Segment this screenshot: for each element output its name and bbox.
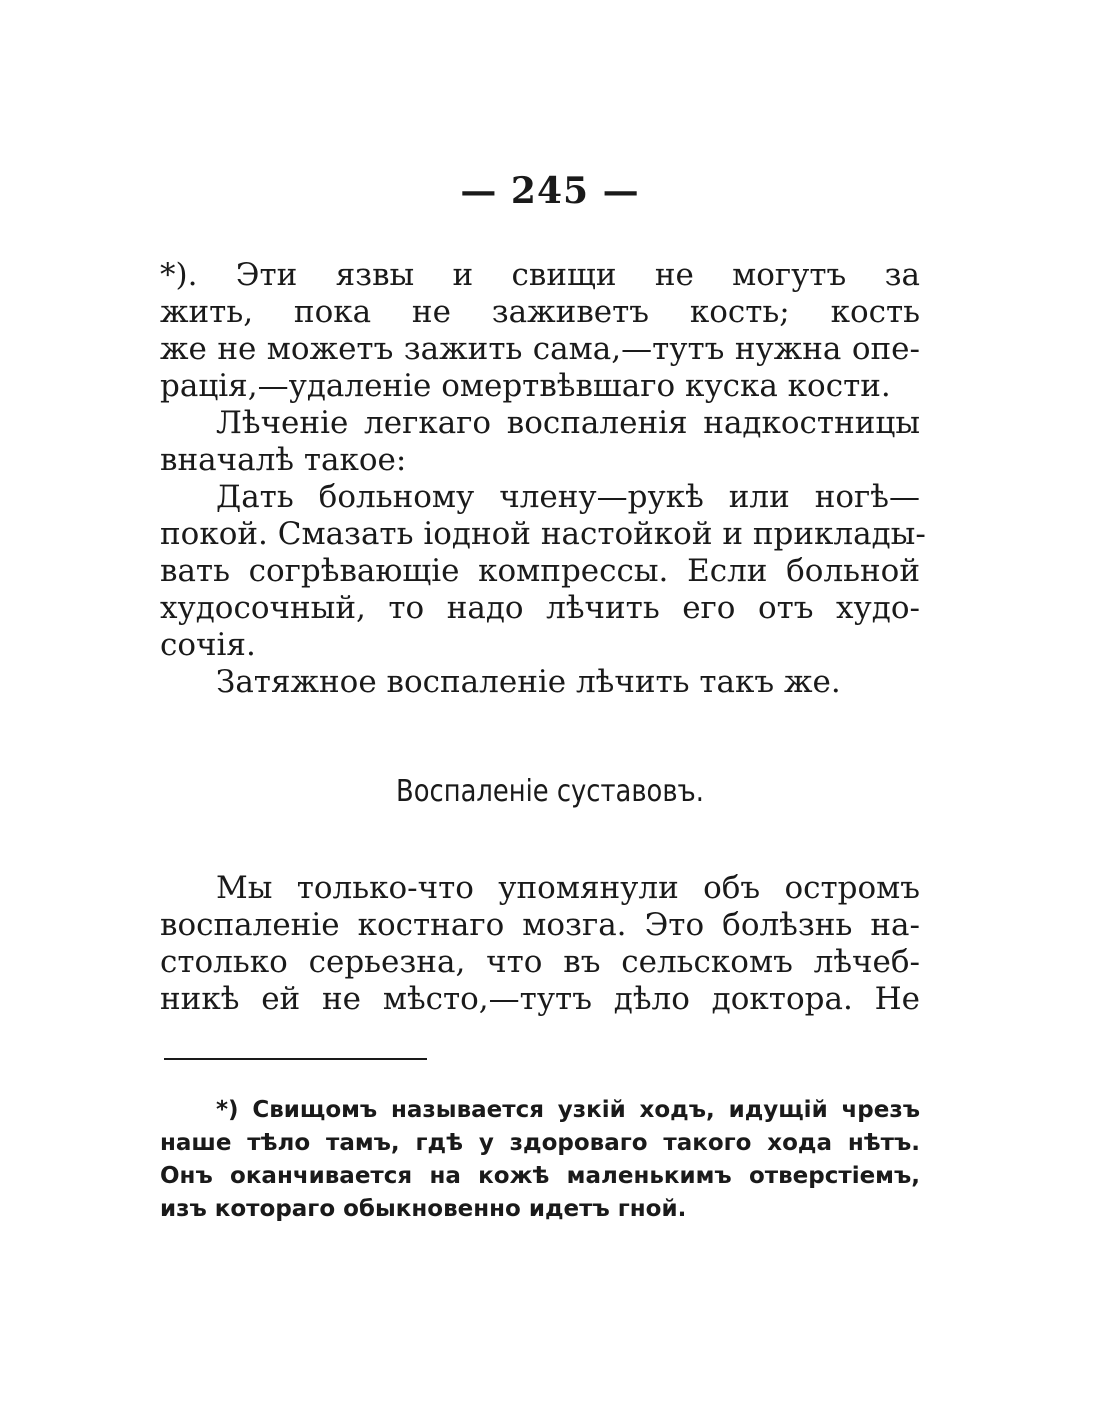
- text-line: же не можетъ зажить сама,—тутъ нужна опе-: [160, 331, 920, 367]
- paragraph-fistula-continuation: [160, 257, 920, 405]
- text-line: Лѣченіе легкаго воспаленія надкостницы: [216, 405, 920, 441]
- text-line: рація,—удаленіе омертвѣвшаго куска кости.: [160, 368, 891, 404]
- footnote: [160, 1094, 920, 1226]
- paragraph-treatment-steps: [160, 479, 926, 664]
- text-line: покой. Смазать іодной настойкой и приклады-: [160, 516, 926, 552]
- text-line: вначалѣ такое:: [160, 442, 407, 478]
- text-line: худосочный, то надо лѣчить его отъ худо-: [160, 590, 920, 626]
- paragraph-joint-inflammation: [160, 870, 920, 1018]
- footnote-line: Онъ оканчивается на кожѣ маленькимъ отверстіемъ,: [160, 1163, 920, 1189]
- text-line: *). Эти язвы и свищи не могутъ за: [160, 257, 920, 293]
- section-heading: Воспаленіе суставовъ.: [396, 774, 704, 809]
- paragraph-chronic-treatment: [160, 664, 920, 701]
- page-number: — 245 —: [460, 170, 640, 212]
- footnote-line: *) Свищомъ называется узкій ходъ, идущій чрезъ: [216, 1097, 920, 1123]
- footnote-divider: [164, 1058, 427, 1060]
- text-line: столько серьезна, что въ сельскомъ лѣчеб-: [160, 944, 920, 980]
- footnote-line: изъ котораго обыкновенно идетъ гной.: [160, 1196, 687, 1222]
- footnote-line: наше тѣло тамъ, гдѣ у здороваго такого хода нѣтъ.: [160, 1130, 920, 1156]
- text-line: никѣ ей не мѣсто,—тутъ дѣло доктора. Не: [160, 981, 920, 1017]
- text-line: жить, пока не заживетъ кость; кость: [160, 294, 920, 330]
- text-line: Затяжное воспаленіе лѣчить такъ же.: [216, 664, 841, 700]
- text-line: Мы только-что упомянули объ остромъ: [216, 870, 920, 906]
- text-line: вать согрѣвающіе компрессы. Если больной: [160, 553, 920, 589]
- paragraph-treatment-intro: [160, 405, 920, 479]
- text-line: Дать больному члену—рукѣ или ногѣ—: [216, 479, 920, 515]
- text-line: сочія.: [160, 627, 256, 663]
- text-line: воспаленіе костнаго мозга. Это болѣзнь на-: [160, 907, 920, 943]
